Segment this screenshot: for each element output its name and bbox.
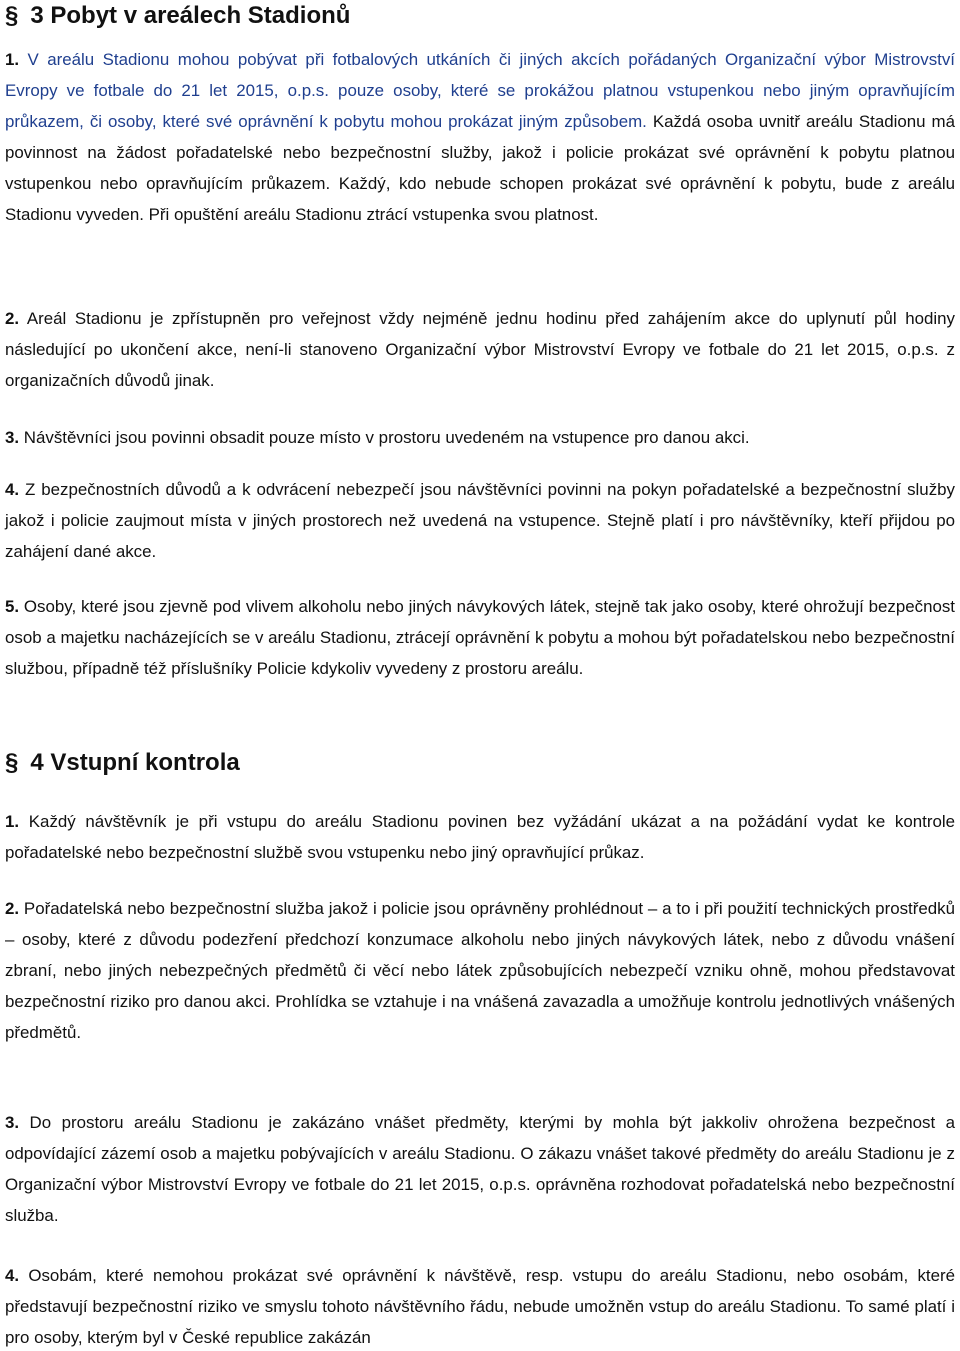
paragraph-number: 1.	[5, 50, 20, 69]
section-3-paragraph-2	[5, 303, 955, 396]
paragraph-text: Osoby, které jsou zjevně pod vlivem alkoholu nebo jiných návykových látek, stejně tak jako osoby, které ohrožují bezpečnost osob a majetku nacházejících se v areálu Stadionu, ztrácejí oprávnění k pobytu a mohou být pořadatelskou nebo bezpečnostní službou, případně též příslušníky Policie kdykoliv vyvedeny z prostoru areálu.	[5, 597, 955, 678]
paragraph-number: 4.	[5, 1266, 20, 1285]
paragraph-number: 4.	[5, 480, 20, 499]
paragraph-number: 1.	[5, 812, 20, 831]
section-4-paragraph-1	[5, 806, 955, 868]
paragraph-number: 3.	[5, 1113, 20, 1132]
paragraph-text-part-b: Každá osoba uvnitř areálu Stadionu má povinnost na žádost pořadatelské nebo bezpečnostní služby, jakož i policie prokázat své oprávnění k pobytu platnou vstupenkou nebo opravňujícím průkazem. Každý, kdo nebude schopen prokázat své oprávnění k pobytu, bude z areálu Stadionu vyveden. Při opuštění areálu Stadionu ztrácí vstupenka svou platnost.	[5, 112, 956, 224]
paragraph-text: Osobám, které nemohou prokázat své oprávnění k návštěvě, resp. vstupu do areálu Stadionu, nebo osobám, které představují bezpečnostní riziko ve smyslu tohoto návštěvního řádu, nebude umožněn vstup do areálu Stadionu. To samé platí i pro osoby, kterým byl v České republice zakázán	[5, 1266, 955, 1347]
paragraph-number: 2.	[5, 309, 20, 328]
paragraph-text: Pořadatelská nebo bezpečnostní služba jakož i policie jsou oprávněny prohlédnout – a to i při použití technických prostředků – osoby, které z důvodu podezření předchozí konzumace alkoholu nebo jiných návykových látek, nebo z důvodu vnášení zbraní, nebo jiných nebezpečných předmětů či věcí nebo látek způsobujících nebezpečí vzniku ohně, mohou představovat bezpečnostní riziko pro danou akci. Prohlídka se vztahuje i na vnášená zavazadla a umožňuje kontrolu jednotlivých vnášených předmětů.	[5, 899, 955, 1042]
section-3-paragraph-5	[5, 591, 955, 684]
paragraph-text: Každý návštěvník je při vstupu do areálu Stadionu povinen bez vyžádání ukázat a na požádání vydat ke kontrole pořadatelské nebo bezpečnostní službě svou vstupenku nebo jiný opravňující průkaz.	[5, 812, 955, 862]
paragraph-text: Z bezpečnostních důvodů a k odvrácení nebezpečí jsou návštěvníci povinni na pokyn pořadatelské a bezpečnostní služby jakož i policie zaujmout místa v jiných prostorech než uvedená na vstupence. Stejně platí i pro návštěvníky, kteří přijdou po zahájení dané akce.	[5, 480, 955, 561]
paragraph-text: Do prostoru areálu Stadionu je zakázáno vnášet předměty, kterými by mohla být jakkoliv ohrožena bezpečnost a odpovídající zázemí osob a majetku pobývajících v areálu Stadionu. O zákazu vnášet takové předměty do areálu Stadionu je z Organizační výbor Mistrovství Evropy ve fotbale do 21 let 2015, o.p.s. oprávněna rozhodovat pořadatelská nebo bezpečnostní služba.	[5, 1113, 955, 1225]
paragraph-text: Areál Stadionu je zpřístupněn pro veřejnost vždy nejméně jednu hodinu před zahájením akce do uplynutí půl hodiny následující po ukončení akce, není-li stanoveno Organizační výbor Mistrovství Evropy ve fotbale do 21 let 2015, o.p.s. z organizačních důvodů jinak.	[5, 309, 955, 390]
paragraph-number: 3.	[5, 428, 20, 447]
section-3-paragraph-3	[5, 422, 955, 453]
section-4-title: 4 Vstupní kontrola	[30, 749, 240, 776]
section-3-heading	[5, 0, 350, 32]
paragraph-text: Návštěvníci jsou povinni obsadit pouze místo v prostoru uvedeném na vstupence pro danou akci.	[19, 428, 750, 447]
section-4-paragraph-3	[5, 1107, 955, 1231]
section-3-title: 3 Pobyt v areálech Stadionů	[30, 2, 351, 29]
paragraph-number: 2.	[5, 899, 20, 918]
section-symbol: §	[5, 749, 19, 776]
section-4-paragraph-4	[5, 1260, 955, 1351]
section-4-paragraph-2	[5, 893, 955, 1048]
section-symbol: §	[5, 2, 19, 29]
paragraph-number: 5.	[5, 597, 20, 616]
section-3-paragraph-1	[5, 44, 955, 230]
paragraph-text-part-a: V areálu Stadionu mohou pobývat při fotbalových utkáních či jiných akcích pořádaných Organizační výbor Mistrovství Evropy ve fotbale do 21 let 2015, o.p.s. pouze osoby, které se prokážou platnou vstupenkou nebo jiným opravňujícím průkazem, či osoby, které své oprávnění k pobytu mohou prokázat jiným způsobem.	[5, 50, 955, 131]
section-4-heading	[5, 747, 240, 779]
section-3-paragraph-4	[5, 474, 955, 567]
